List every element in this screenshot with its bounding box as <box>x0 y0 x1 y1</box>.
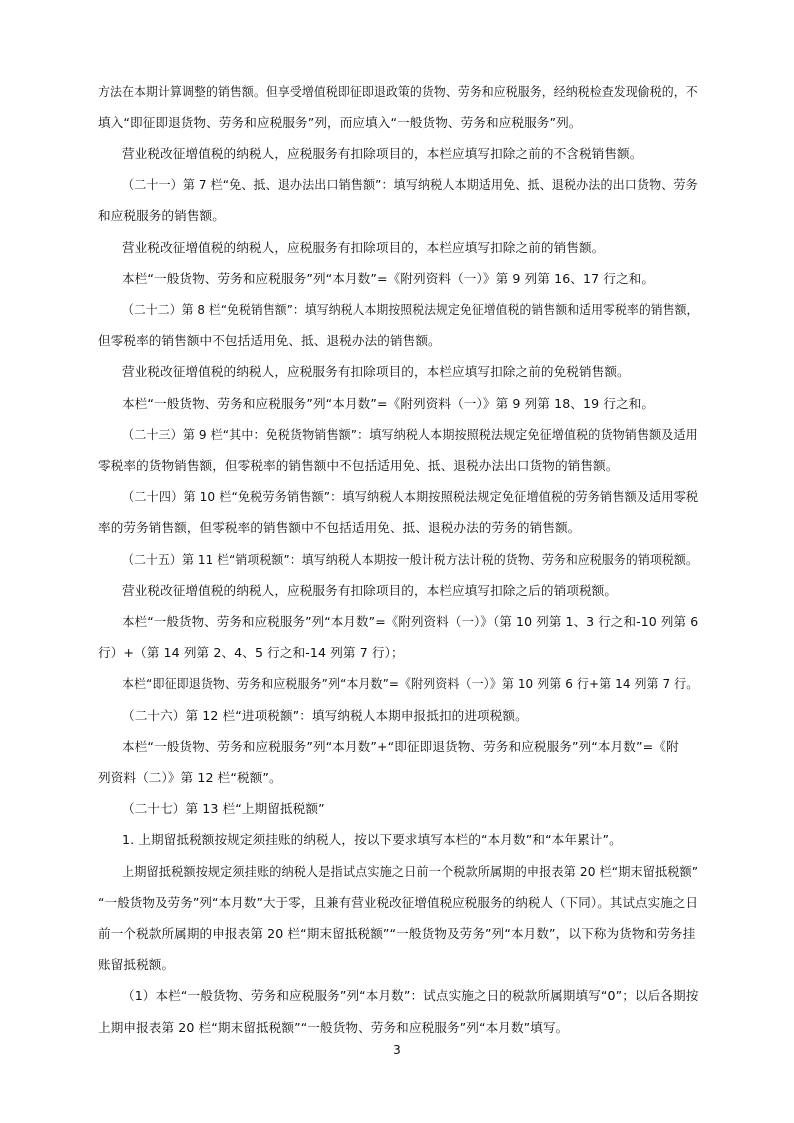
paragraph-line: 零税率的货物销售额，但零税率的销售额中不包括适用免、抵、退税办法出口货物的销售额。 <box>98 458 619 473</box>
paragraph-line: 上期留抵税额按规定须挂账的纳税人是指试点实施之日前一个税款所属期的申报表第 20 栏“期末留抵税额” <box>122 864 699 879</box>
paragraph-line: （二十五）第 11 栏“销项税额”：填写纳税人本期按一般计税方法计税的货物、劳务和应税服务的销项税额。 <box>122 552 698 567</box>
paragraph-line: 行）+（第 14 列第 2、4、5 行之和-14 列第 7 行）； <box>98 645 404 660</box>
paragraph-line: 率的劳务销售额，但零税率的销售额中不包括适用免、抵、退税办法的劳务的销售额。 <box>98 520 581 535</box>
paragraph-line: 但零税率的销售额中不包括适用免、抵、退税办法的销售额。 <box>98 333 441 348</box>
paragraph-line: 上期申报表第 20 栏“期末留抵税额”“一般货物、劳务和应税服务”列“本月数”填写。 <box>98 1020 569 1035</box>
paragraph-line: （二十七）第 13 栏“上期留抵税额” <box>122 801 325 816</box>
paragraph-line: （二十二）第 8 栏“免税销售额”：填写纳税人本期按照税法规定免征增值税的销售额和适用零税率的销售额， <box>122 302 699 317</box>
paragraph-line: 营业税改征增值税的纳税人，应税服务有扣除项目的，本栏应填写扣除之后的销项税额。 <box>122 583 618 598</box>
paragraph-line: 前一个税款所属期的申报表第 20 栏“期末留抵税额”“一般货物及劳务”列“本月数”，以下称为货物和劳务挂 <box>98 926 696 941</box>
paragraph-line: “一般货物及劳务”列“本月数”大于零，且兼有营业税改征增值税应税服务的纳税人（下同）。其试点实施之日 <box>98 895 699 910</box>
paragraph-line: 和应税服务的销售额。 <box>98 208 225 223</box>
paragraph-line: 营业税改征增值税的纳税人，应税服务有扣除项目的，本栏应填写扣除之前的销售额。 <box>122 240 605 255</box>
paragraph-line: 列资料（二）》第 12 栏“税额”。 <box>98 770 282 785</box>
paragraph-line: 本栏“一般货物、劳务和应税服务”列“本月数”=《附列资料（一）》（第 10 列第 1、3 行之和-10 列第 6 <box>122 614 699 629</box>
paragraph-line: 本栏“即征即退货物、劳务和应税服务”列“本月数”=《附列资料（一）》第 10 列第 6 行+第 14 列第 7 行。 <box>122 676 699 691</box>
paragraph-line: 填入“即征即退货物、劳务和应税服务”列，而应填入“一般货物、劳务和应税服务”列。 <box>98 115 582 130</box>
paragraph-line: 方法在本期计算调整的销售额。但享受增值税即征即退政策的货物、劳务和应税服务，经纳税检查发现偷税的，不 <box>98 84 698 99</box>
paragraph-line: （二十一）第 7 栏“免、抵、退办法出口销售额”：填写纳税人本期适用免、抵、退税办法的出口货物、劳务 <box>122 177 698 192</box>
paragraph-line: 营业税改征增值税的纳税人，应税服务有扣除项目的，本栏应填写扣除之前的免税销售额。 <box>122 364 630 379</box>
paragraph-line: 营业税改征增值税的纳税人，应税服务有扣除项目的，本栏应填写扣除之前的不含税销售额。 <box>122 146 643 161</box>
page-number: 3 <box>393 1043 401 1057</box>
paragraph-line: （二十三）第 9 栏“其中：免税货物销售额”：填写纳税人本期按照税法规定免征增值税的货物销售额及适用 <box>122 427 698 442</box>
paragraph-line: （1）本栏“一般货物、劳务和应税服务”列“本月数”：试点实施之日的税款所属期填写“0”；以后各期按 <box>122 988 699 1003</box>
paragraph-line: （二十六）第 12 栏“进项税额”：填写纳税人本期申报抵扣的进项税额。 <box>122 708 528 723</box>
paragraph-line: 本栏“一般货物、劳务和应税服务”列“本月数”=《附列资料（一）》第 9 列第 18、19 行之和。 <box>122 396 655 411</box>
paragraph-line: （二十四）第 10 栏“免税劳务销售额”：填写纳税人本期按照税法规定免征增值税的劳务销售额及适用零税 <box>122 489 699 504</box>
paragraph-line: 1. 上期留抵税额按规定须挂账的纳税人，按以下要求填写本栏的“本月数”和“本年累计”。 <box>122 832 622 847</box>
paragraph-line: 账留抵税额。 <box>98 957 175 972</box>
paragraph-line: 本栏“一般货物、劳务和应税服务”列“本月数”+“即征即退货物、劳务和应税服务”列“本月数”=《附 <box>122 739 679 754</box>
paragraph-line: 本栏“一般货物、劳务和应税服务”列“本月数”=《附列资料（一）》第 9 列第 16、17 行之和。 <box>122 271 655 286</box>
